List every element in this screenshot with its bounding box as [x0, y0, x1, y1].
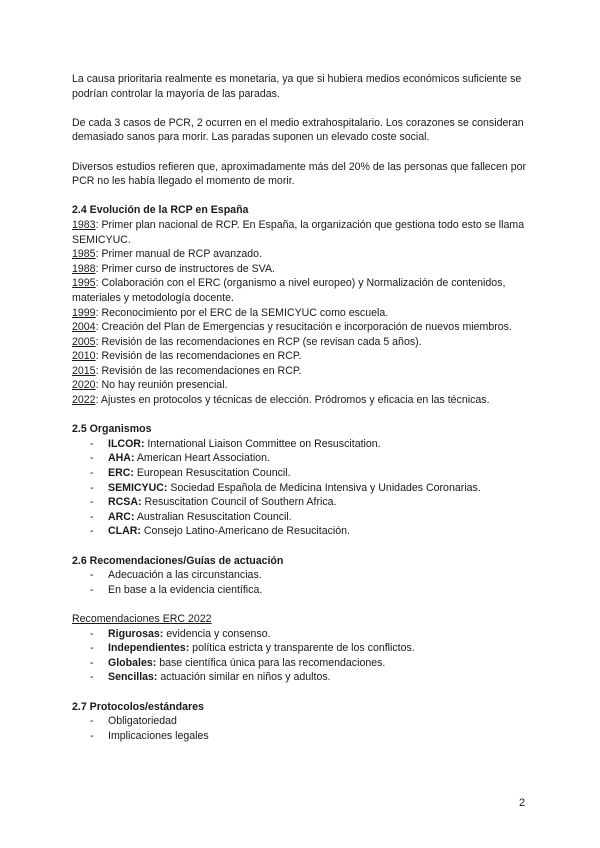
- history-item: [72, 335, 528, 350]
- section-erc-2022: [72, 612, 528, 685]
- history-text: : Revisión de las recomendaciones en RCP.: [95, 350, 302, 363]
- list-item: [72, 481, 528, 496]
- erc-term: Rigurosas:: [108, 627, 164, 640]
- organism-abbr: ILCOR:: [108, 437, 145, 450]
- erc-term: Independientes:: [108, 642, 190, 655]
- history-year: 2022: [72, 394, 96, 407]
- list-item: [72, 524, 528, 539]
- erc-desc: evidencia y consenso.: [163, 627, 271, 640]
- dash-bullet: -: [90, 496, 94, 509]
- history-item: [72, 262, 528, 277]
- list-item: [72, 656, 528, 671]
- history-text: : Colaboración con el ERC (organismo a nivel europeo) y Normalización de contenidos, materiales y metodología docente.: [72, 277, 506, 304]
- erc-term: Sencillas:: [108, 671, 158, 684]
- history-year: 1983: [72, 218, 96, 231]
- page-number: 2: [519, 797, 526, 809]
- history-year: 2004: [72, 321, 96, 334]
- history-year: 1985: [72, 248, 96, 261]
- intro-paragraph-2: De cada 3 casos de PCR, 2 ocurren en el medio extrahospitalario. Los corazones se consideran demasiado sanos para morir. Las paradas suponen un elevado coste social.: [72, 116, 524, 144]
- dash-bullet: -: [90, 729, 94, 742]
- organism-abbr: RCSA:: [108, 496, 142, 509]
- list-item: [72, 729, 528, 744]
- history-text: : Reconocimiento por el ERC de la SEMICYUC como escuela.: [95, 306, 389, 319]
- history-text: : Ajustes en protocolos y técnicas de elección. Pródromos y eficacia en las técnicas.: [95, 394, 490, 407]
- organismos-list: [72, 437, 528, 539]
- history-item: [72, 218, 528, 247]
- history-list: [72, 218, 528, 408]
- history-year: 2020: [72, 379, 96, 392]
- organism-name: American Heart Association.: [134, 452, 270, 465]
- section-recomendaciones: [72, 554, 528, 598]
- organism-name: Consejo Latino-Americano de Resucitación.: [140, 525, 350, 538]
- organism-abbr: ARC:: [108, 510, 135, 523]
- history-item: [72, 349, 528, 364]
- history-year: 2010: [72, 350, 96, 363]
- section-organismos: [72, 422, 528, 539]
- section-title: 2.4 Evolución de la RCP en España: [72, 204, 249, 217]
- history-item: [72, 364, 528, 379]
- organism-abbr: CLAR:: [108, 525, 141, 538]
- dash-bullet: -: [90, 467, 94, 480]
- section-title: 2.6 Recomendaciones/Guías de actuación: [72, 554, 284, 567]
- intro-paragraph-1: La causa prioritaria realmente es monetaria, ya que si hubiera medios económicos suficiente se podrían controlar la mayoría de las paradas.: [72, 73, 522, 100]
- erc-term: Globales:: [108, 656, 157, 669]
- history-text: : Creación del Plan de Emergencias y resucitación e incorporación de nuevos miembros.: [95, 321, 512, 334]
- list-item: [72, 466, 528, 481]
- list-item: [72, 437, 528, 452]
- dash-bullet: -: [90, 510, 94, 523]
- history-item: [72, 247, 528, 262]
- organism-name: Resuscitation Council of Southern Africa.: [141, 496, 337, 509]
- organism-abbr: SEMICYUC:: [108, 481, 168, 494]
- erc-list: [72, 627, 528, 685]
- list-item: [72, 714, 528, 729]
- history-item: [72, 393, 528, 408]
- organism-abbr: ERC:: [108, 467, 134, 480]
- list-item-text: Adecuación a las circunstancias.: [108, 569, 262, 582]
- recomendaciones-list: [72, 568, 528, 597]
- dash-bullet: -: [90, 583, 94, 596]
- list-item-text: En base a la evidencia científica.: [108, 583, 263, 596]
- protocolos-list: [72, 714, 528, 743]
- history-text: : Primer plan nacional de RCP. En España, la organización que gestiona todo esto se llama SEMICYUC.: [72, 218, 525, 246]
- history-year: 2015: [72, 364, 96, 377]
- history-text: : No hay reunión presencial.: [95, 379, 228, 392]
- history-text: : Revisión de las recomendaciones en RCP (se revisan cada 5 años).: [95, 335, 422, 348]
- organism-name: European Resuscitation Council.: [133, 467, 291, 480]
- dash-bullet: -: [90, 627, 94, 640]
- list-item-text: Implicaciones legales: [108, 729, 209, 742]
- organism-name: Sociedad Española de Medicina Intensiva y Unidades Coronarias.: [167, 481, 481, 494]
- section-evolucion: [72, 203, 528, 407]
- history-item: [72, 276, 528, 305]
- list-item: [72, 627, 528, 642]
- history-year: 1988: [72, 262, 96, 275]
- dash-bullet: -: [90, 481, 94, 494]
- dash-bullet: -: [90, 525, 94, 538]
- document-page: [72, 72, 528, 743]
- dash-bullet: -: [90, 715, 94, 728]
- list-item-text: Obligatoriedad: [108, 715, 177, 728]
- list-item: [72, 583, 528, 598]
- history-year: 1995: [72, 277, 96, 290]
- erc-desc: actuación similar en niños y adultos.: [157, 671, 331, 684]
- organism-name: Australian Resuscitation Council.: [134, 510, 292, 523]
- history-item: [72, 320, 528, 335]
- dash-bullet: -: [90, 452, 94, 465]
- history-item: [72, 306, 528, 321]
- organism-name: International Liaison Committee on Resuscitation.: [144, 437, 381, 450]
- organism-abbr: AHA:: [108, 452, 135, 465]
- list-item: [72, 451, 528, 466]
- section-protocolos: [72, 700, 528, 744]
- list-item: [72, 670, 528, 685]
- history-year: 2005: [72, 335, 96, 348]
- history-year: 1999: [72, 306, 96, 319]
- history-text: : Revisión de las recomendaciones en RCP.: [95, 364, 302, 377]
- dash-bullet: -: [90, 656, 94, 669]
- section-title: 2.5 Organismos: [72, 423, 152, 436]
- dash-bullet: -: [90, 642, 94, 655]
- dash-bullet: -: [90, 437, 94, 450]
- list-item: [72, 510, 528, 525]
- subsection-title: Recomendaciones ERC 2022: [72, 612, 212, 625]
- intro-paragraph-3: Diversos estudios refieren que, aproximadamente más del 20% de las personas que fallecen por PCR no les había llegado el momento de morir.: [72, 160, 527, 188]
- dash-bullet: -: [90, 569, 94, 582]
- erc-desc: política estricta y transparente de los conflictos.: [189, 642, 415, 655]
- list-item: [72, 495, 528, 510]
- history-text: : Primer manual de RCP avanzado.: [95, 248, 263, 261]
- list-item: [72, 568, 528, 583]
- history-item: [72, 378, 528, 393]
- history-text: : Primer curso de instructores de SVA.: [95, 262, 275, 275]
- section-title: 2.7 Protocolos/estándares: [72, 700, 204, 713]
- dash-bullet: -: [90, 671, 94, 684]
- list-item: [72, 641, 528, 656]
- erc-desc: base científica única para las recomendaciones.: [156, 656, 386, 669]
